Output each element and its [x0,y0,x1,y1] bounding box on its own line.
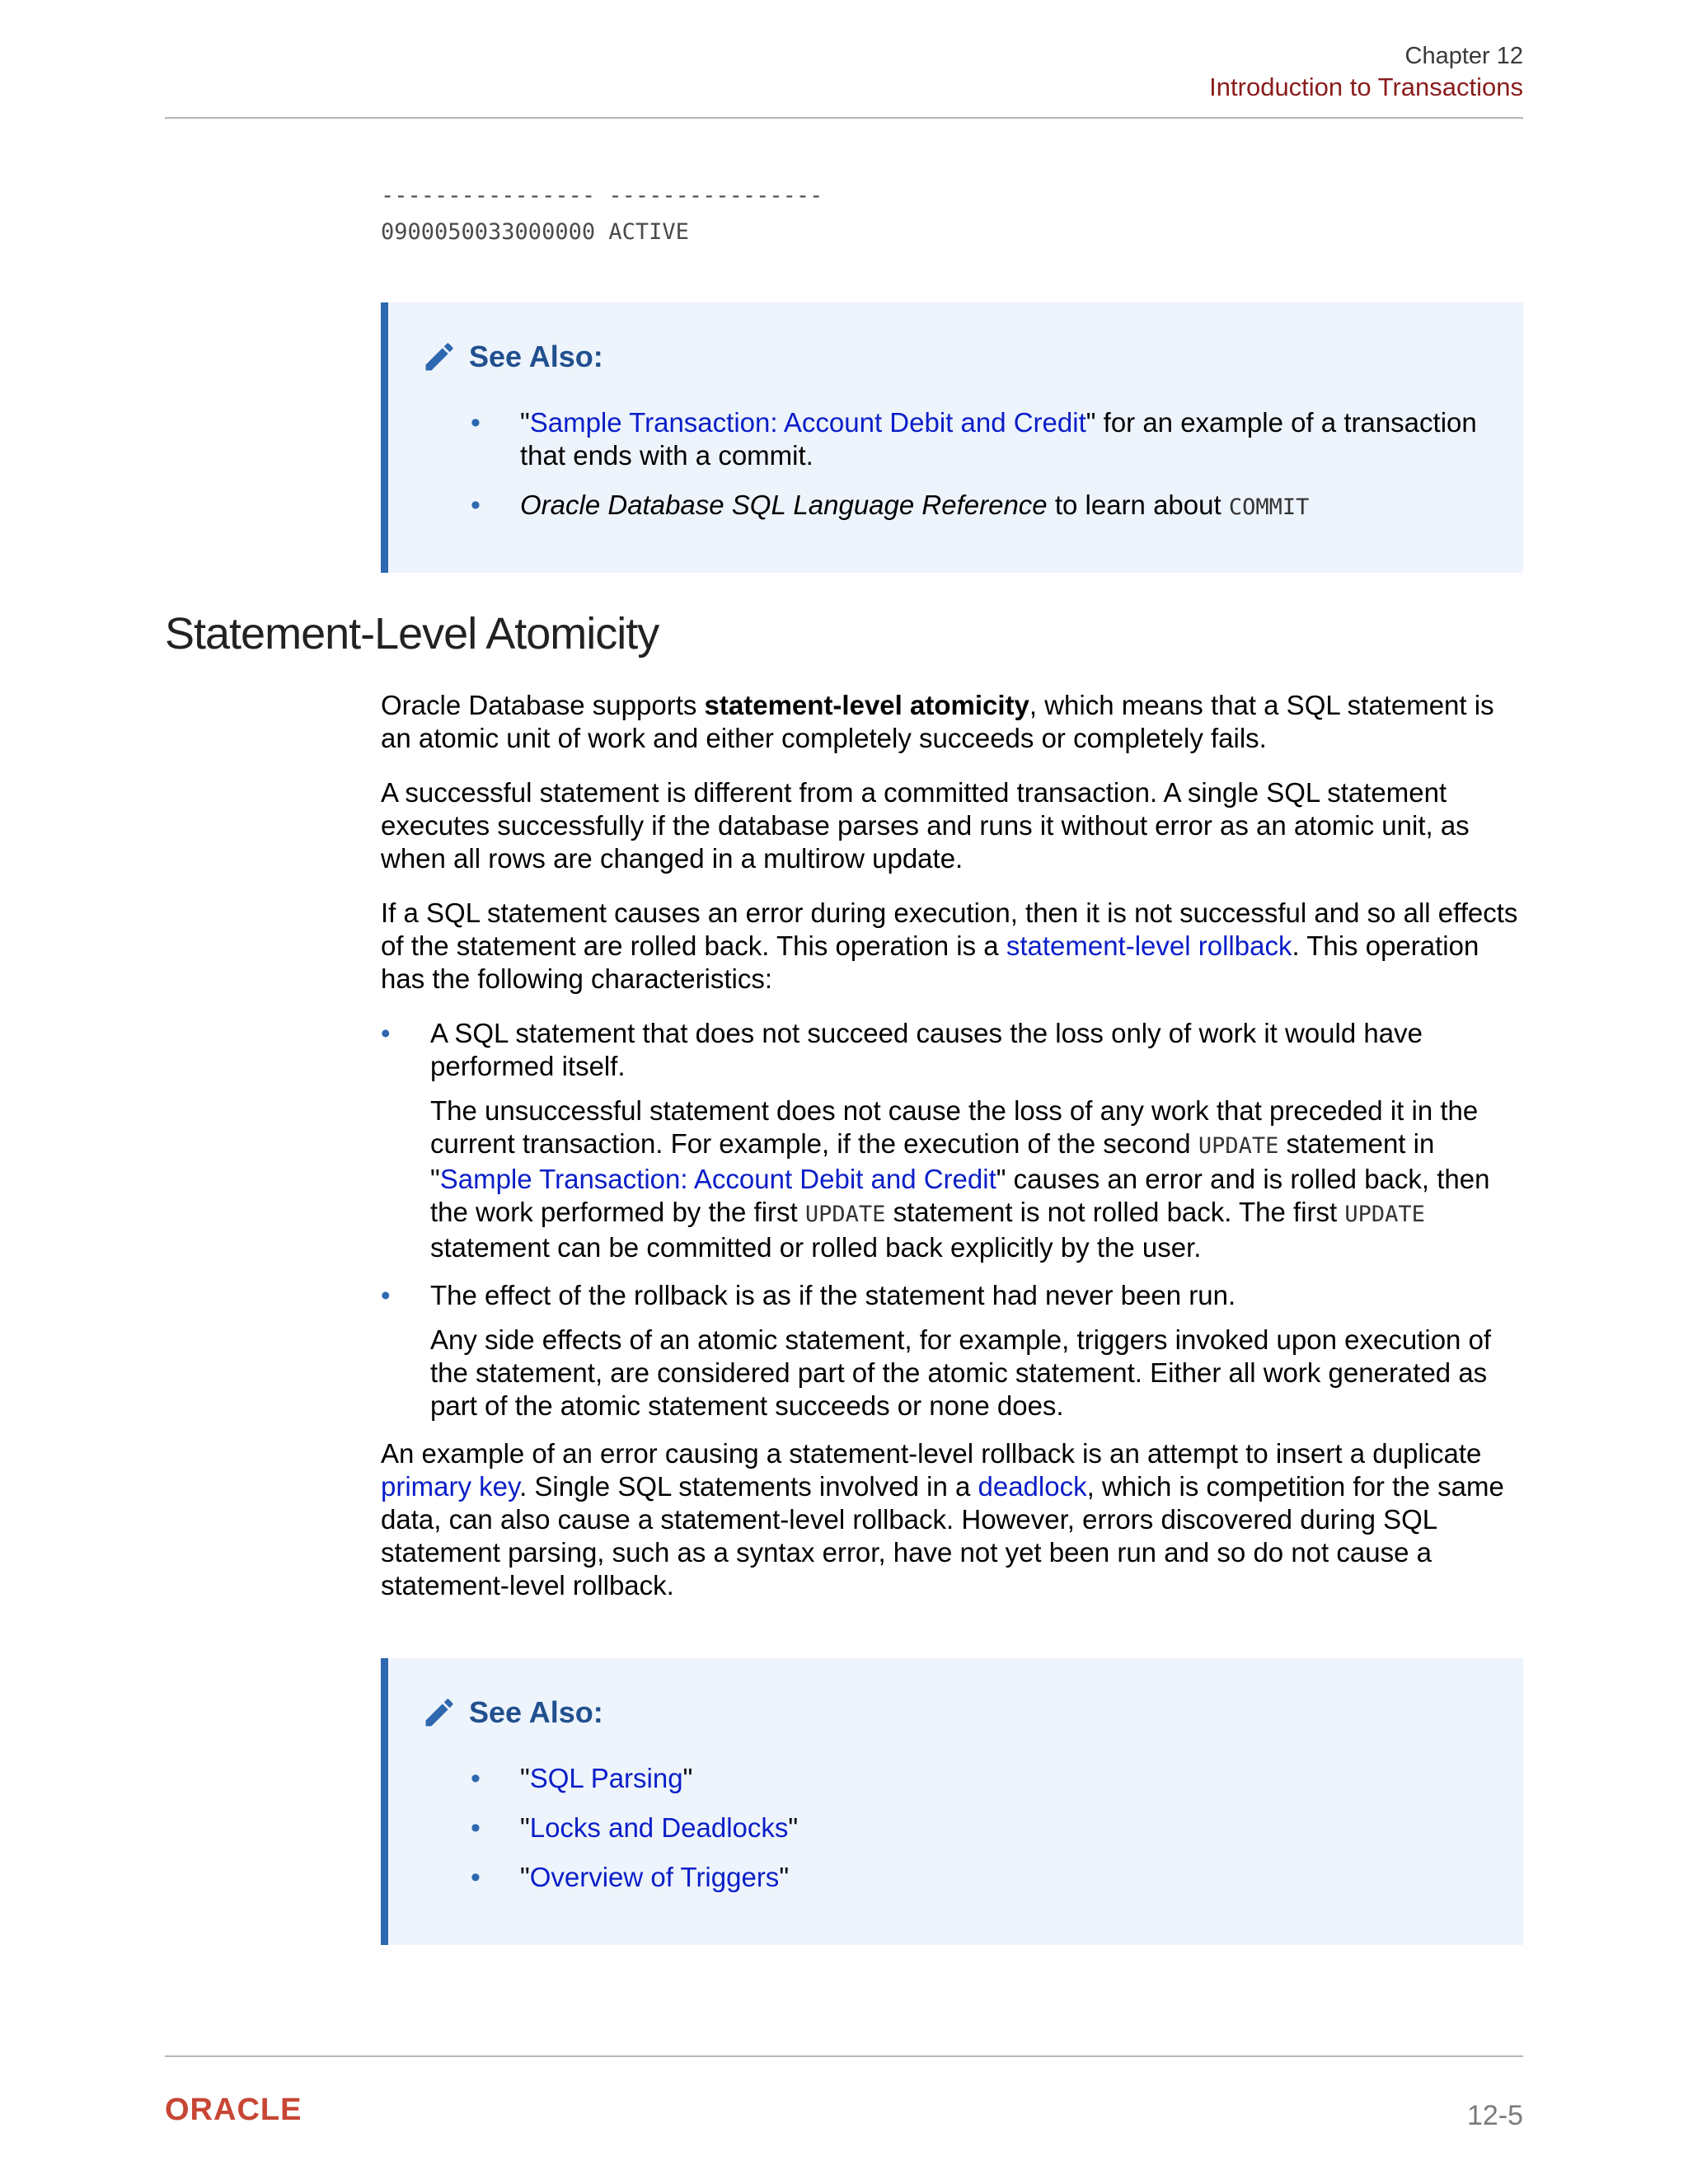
link-sql-parsing[interactable]: SQL Parsing [529,1763,683,1793]
page-header [781,41,1523,104]
see-also-list [421,1762,1490,1894]
pencil-icon [421,1694,457,1731]
list-item: • "Locks and Deadlocks" [471,1812,799,1844]
paragraph: A successful statement is different from a committed transaction. A single SQL statement executes successfully if the database parses and runs it without error as an atomic unit, as when all rows are changed in a multirow update. [381,777,1470,874]
section-body [381,689,1523,1624]
list-item: • "Sample Transaction: Account Debit and Credit" for an example of a transaction that ends with a commit. [471,407,1477,471]
bullet-icon: • [381,1280,391,1310]
list-item: • "Overview of Triggers" [471,1862,790,1893]
bullet-icon: • [471,1763,481,1794]
pencil-icon [421,339,457,375]
svg-text:ORACLE: ORACLE [165,2095,302,2123]
code-line-2: 0900050033000000 ACTIVE [381,219,689,245]
link-sample-transaction[interactable]: Sample Transaction: Account Debit and Credit [439,1164,996,1194]
chapter-label: Chapter 12 [1404,43,1523,69]
paragraph: If a SQL statement causes an error during execution, then it is not successful and so all effects of the statement are rolled back. This operation is a statement-level rollback. This operation has the following characteristics: [381,898,1518,994]
link-locks-and-deadlocks[interactable]: Locks and Deadlocks [529,1812,789,1843]
link-deadlock[interactable]: deadlock [978,1471,1087,1502]
see-also-title: See Also: [469,1695,603,1729]
code-line-1: ---------------- ---------------- [381,183,823,209]
list-item: • Oracle Database SQL Language Reference to learn about COMMIT [471,490,1310,521]
see-also-list [421,406,1490,524]
list-item: • The effect of the rollback is as if the statement had never been run. Any side effects of an atomic statement, for example, triggers invoked upon execution of the statement, are considered part of the atomic statement. Either all work generated as part of the atomic statement succeeds or none does. [381,1280,1492,1421]
page-number: 12-5 [1466,2100,1523,2131]
oracle-logo [165,2095,348,2123]
section-heading: Statement-Level Atomicity [165,609,659,658]
code-commit: COMMIT [1228,494,1310,520]
bullet-icon: • [381,1018,391,1048]
bullet-icon: • [471,1862,481,1893]
bullet-icon: • [471,407,481,438]
code-block [381,178,823,251]
characteristics-list [381,1017,1523,1422]
book-title[interactable]: Oracle Database SQL Language Reference [520,490,1048,520]
link-sample-transaction[interactable]: Sample Transaction: Account Debit and Credit [529,407,1086,438]
list-item: • "SQL Parsing" [471,1763,693,1794]
footer-divider [165,2055,1523,2057]
chapter-title: Introduction to Transactions [1209,73,1523,101]
link-primary-key[interactable]: primary key [381,1471,520,1502]
paragraph: Oracle Database supports statement-level atomicity, which means that a SQL statement is an atomic unit of work and either completely succeeds or completely fails. [381,690,1494,753]
paragraph: An example of an error causing a statement-level rollback is an attempt to insert a duplicate primary key. Single SQL statements involved in a deadlock, which is competition for the same data, can also cause a statement-level rollback. However, errors discovered during SQL statement parsing, such as a syntax error, have not yet been run and so do not cause a statement-level rollback. [381,1438,1504,1601]
list-item: • A SQL statement that does not succeed causes the loss only of work it would have performed itself. The unsuccessful statement does not cause the loss of any work that preceded it in the current transaction. For example, if the execution of the second UPDATE statement in "Sample Transaction: Account Debit and Credit" causes an error and is rolled back, then the work performed by the first UPDATE statement is not rolled back. The first UPDATE statement can be committed or rolled back explicitly by the user. [381,1018,1490,1263]
bullet-icon: • [471,490,481,521]
link-overview-of-triggers[interactable]: Overview of Triggers [529,1862,780,1892]
see-also-box-1 [381,302,1523,573]
link-statement-level-rollback[interactable]: statement-level rollback [1006,930,1292,961]
see-also-box-2 [381,1658,1523,1945]
bullet-icon: • [471,1812,481,1844]
see-also-title: See Also: [469,340,603,373]
header-divider [165,117,1523,119]
